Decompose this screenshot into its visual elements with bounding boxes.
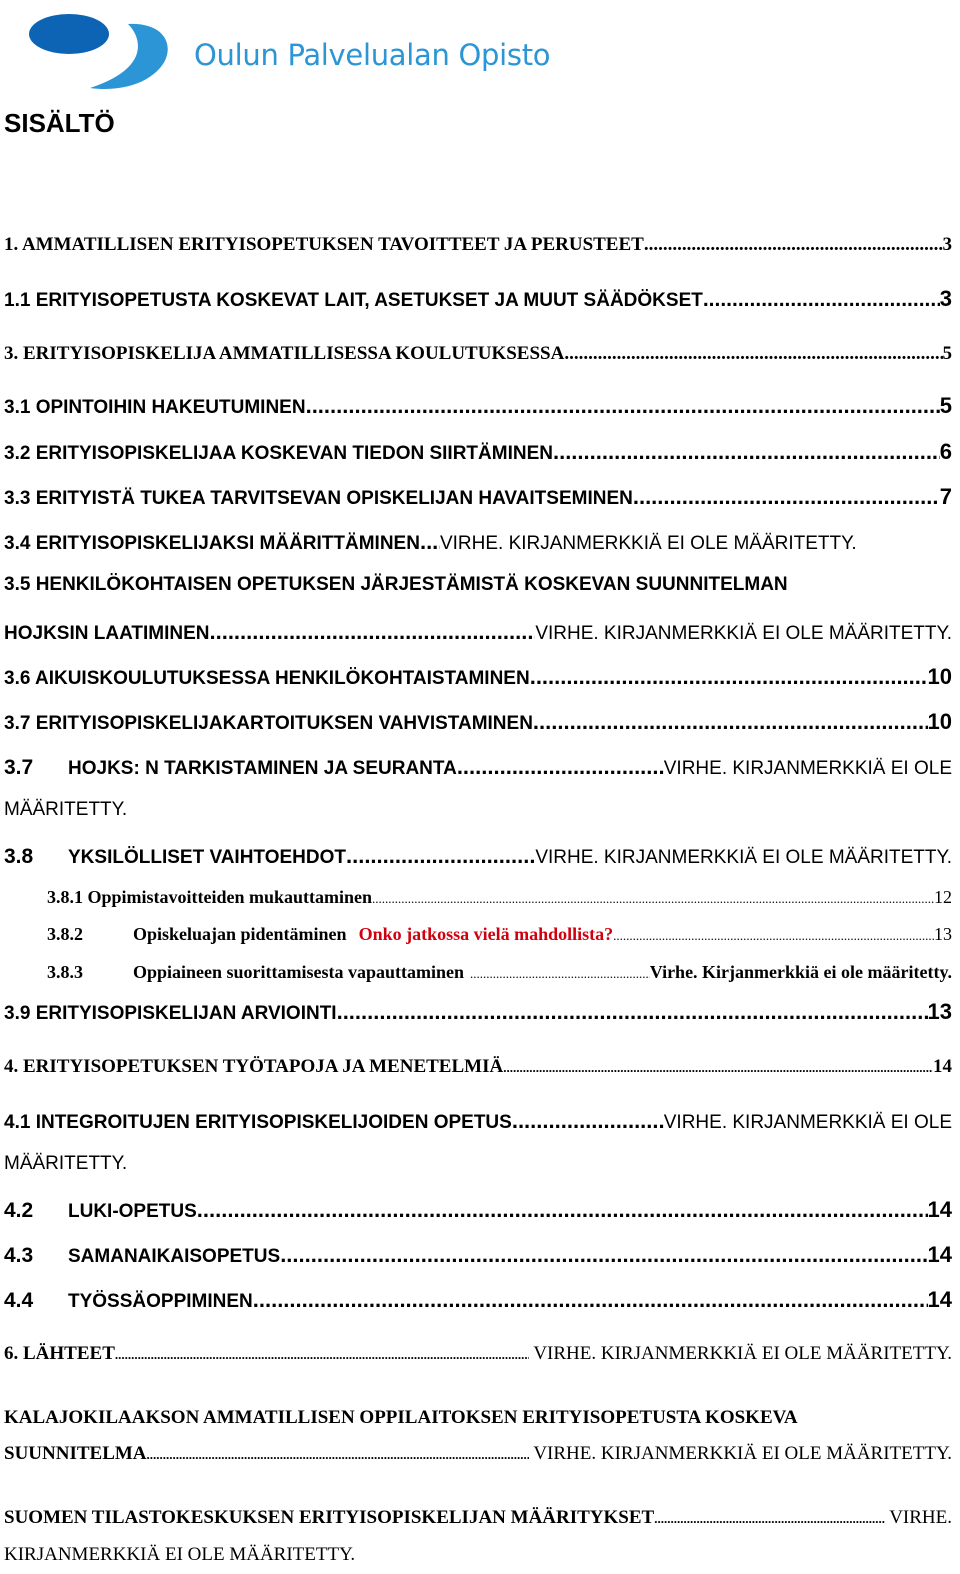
toc-entry-label: 3.7 ERITYISOPISKELIJAKARTOITUKSEN VAHVISTAMINEN <box>4 713 533 734</box>
leader-dots <box>553 439 940 465</box>
toc-entry-number: 4.2 <box>4 1199 34 1222</box>
toc-entry[interactable] <box>4 1507 952 1529</box>
toc-entry-number: 3.8 <box>4 845 34 868</box>
toc-entry-label: 3.2 ERITYISOPISKELIJAA KOSKEVAN TIEDON SIIRTÄMINEN <box>4 443 553 464</box>
logo-mark-icon <box>28 12 188 92</box>
toc-page-number-cont: KIRJANMERKKIÄ EI OLE MÄÄRITETTY. <box>4 1544 356 1565</box>
toc-entry[interactable] <box>4 286 952 312</box>
toc-entry[interactable] <box>4 1056 952 1078</box>
toc-entry[interactable] <box>4 999 952 1025</box>
toc-entry[interactable] <box>4 709 952 735</box>
toc-page-number: 10 <box>927 664 952 689</box>
toc-page-number: 14 <box>933 1056 952 1077</box>
leader-dots <box>346 843 535 869</box>
toc-page-number: 14 <box>927 1197 952 1222</box>
toc-entry-label: 4.1 INTEGROITUJEN ERITYISOPISKELIJOIDEN OPETUS <box>4 1112 512 1133</box>
toc-entry-number: 3.8.3 <box>47 962 83 982</box>
toc-entry-line[interactable] <box>4 574 952 596</box>
toc-entry-label: 3.1 OPINTOIHIN HAKEUTUMINEN <box>4 397 306 418</box>
toc-entry[interactable] <box>4 843 952 869</box>
toc-entry-label: 1.1 ERITYISOPETUSTA KOSKEVAT LAIT, ASETUKSET JA MUUT SÄÄDÖKSET <box>4 290 703 311</box>
toc-entry-label: 3.5 HENKILÖKOHTAISEN OPETUKSEN JÄRJESTÄMISTÄ KOSKEVAN SUUNNITELMAN <box>4 574 788 595</box>
toc-page-number: VIRHE. KIRJANMERKKIÄ EI OLE MÄÄRITETTY. <box>439 533 857 554</box>
toc-entry[interactable] <box>47 887 952 908</box>
toc-page-number: 5 <box>939 393 952 418</box>
leader-dots <box>470 966 650 982</box>
toc-entry[interactable] <box>4 664 952 690</box>
toc-entry[interactable] <box>4 1242 952 1268</box>
toc-entry-label: 3.3 ERITYISTÄ TUKEA TARVITSEVAN OPISKELIJAN HAVAITSEMINEN <box>4 488 633 509</box>
toc-entry-number: 4.4 <box>4 1289 34 1312</box>
toc-entry-label: 3. ERITYISOPISKELIJA AMMATILLISESSA KOULUTUKSESSA <box>4 343 565 364</box>
toc-page-number: 7 <box>939 484 952 509</box>
logo-wordmark: Oulun Palvelualan Opisto <box>194 38 551 72</box>
toc-entry-label: KALAJOKILAAKSON AMMATILLISEN OPPILAITOKSEN ERITYISOPETUSTA KOSKEVA <box>4 1407 798 1428</box>
toc-entry-label: SUUNNITELMA <box>4 1443 147 1464</box>
toc-entry[interactable] <box>4 1287 952 1313</box>
toc-entry-label: Opiskeluajan pidentäminen <box>133 924 347 944</box>
leader-dots <box>533 709 928 735</box>
toc-page-number: VIRHE. KIRJANMERKKIÄ EI OLE <box>663 758 952 779</box>
toc-entry-label: LUKI-OPETUS <box>68 1201 197 1222</box>
toc-entry[interactable] <box>4 529 952 555</box>
leader-dots <box>147 1447 530 1463</box>
leader-dots <box>512 1108 664 1134</box>
toc-entry[interactable] <box>4 439 952 465</box>
leader-dots <box>703 288 940 312</box>
toc-entry[interactable] <box>4 754 952 780</box>
editor-comment: Onko jatkossa vielä mahdollista? <box>358 924 614 944</box>
toc-page-number: 3 <box>942 234 952 255</box>
toc-page-number: VIRHE. <box>889 1507 952 1528</box>
leader-dots <box>457 754 664 780</box>
toc-entry-label: 3.9 ERITYISOPISKELIJAN ARVIOINTI <box>4 1003 337 1024</box>
toc-entry-line[interactable] <box>4 1407 952 1429</box>
toc-page-number: 10 <box>927 709 952 734</box>
leader-dots <box>633 484 940 510</box>
toc-entry-label: 3.8.1 Oppimistavoitteiden mukauttaminen <box>47 887 373 907</box>
toc-entry[interactable] <box>47 924 952 945</box>
toc-entry[interactable] <box>4 393 952 419</box>
leader-dots <box>613 928 934 944</box>
leader-dots <box>209 619 535 645</box>
leader-dots <box>644 234 943 256</box>
toc-entry-label: SUOMEN TILASTOKESKUKSEN ERITYISOPISKELIJAN MÄÄRITYKSET <box>4 1507 655 1528</box>
leader-dots <box>372 891 934 907</box>
toc-page-number: 12 <box>934 887 952 907</box>
leader-dots <box>306 393 940 419</box>
toc-entry[interactable] <box>4 1108 952 1134</box>
toc-page-number: 6 <box>939 439 952 464</box>
toc-entry-label: 4. ERITYISOPETUKSEN TYÖTAPOJA JA MENETELMIÄ <box>4 1056 504 1077</box>
toc-page-number-cont: MÄÄRITETTY. <box>4 799 128 820</box>
toc-page-number: VIRHE. KIRJANMERKKIÄ EI OLE <box>663 1112 952 1133</box>
leader-dots <box>530 664 928 690</box>
toc-entry-label: 6. LÄHTEET <box>4 1343 115 1364</box>
leader-dots <box>337 999 928 1025</box>
toc-entry-label: SAMANAIKAISOPETUS <box>68 1246 281 1267</box>
toc-page-number-cont: MÄÄRITETTY. <box>4 1153 128 1174</box>
leader-dots <box>197 1197 928 1223</box>
toc-page-number: VIRHE. KIRJANMERKKIÄ EI OLE MÄÄRITETTY. <box>533 1443 952 1464</box>
toc-page-number: 14 <box>927 1242 952 1267</box>
toc-entry-number: 3.7 <box>4 756 34 779</box>
leader-dots <box>654 1511 885 1527</box>
toc-entry-label: 3.4 ERITYISOPISKELIJAKSI MÄÄRITTÄMINEN <box>4 533 420 554</box>
toc-entry[interactable] <box>4 1197 952 1223</box>
toc-entry[interactable] <box>4 343 952 365</box>
toc-page-number: 13 <box>927 999 952 1024</box>
leader-dots <box>564 343 942 365</box>
toc-entry[interactable] <box>47 962 952 983</box>
leader-dots <box>420 529 440 555</box>
toc-entry-label: 1. AMMATILLISEN ERITYISOPETUKSEN TAVOITTEET JA PERUSTEET <box>4 234 644 255</box>
toc-page-number: 14 <box>927 1287 952 1312</box>
toc-page-number: VIRHE. KIRJANMERKKIÄ EI OLE MÄÄRITETTY. <box>533 1343 952 1364</box>
toc-entry[interactable] <box>4 234 952 256</box>
toc-entry-label: HOJKS: N TARKISTAMINEN JA SEURANTA <box>68 758 457 779</box>
leader-dots <box>115 1347 529 1363</box>
toc-entry-number: 4.3 <box>4 1244 34 1267</box>
toc-entry[interactable] <box>4 1443 952 1465</box>
toc-entry[interactable] <box>4 619 952 645</box>
toc-page-number: VIRHE. KIRJANMERKKIÄ EI OLE MÄÄRITETTY. <box>535 623 952 644</box>
toc-entry-label: YKSILÖLLISET VAIHTOEHDOT <box>68 847 346 868</box>
toc-page-number: Virhe. Kirjanmerkkiä ei ole määritetty. <box>649 962 952 982</box>
toc-entry[interactable] <box>4 1343 952 1365</box>
toc-entry-label: Oppiaineen suorittamisesta vapauttaminen <box>133 962 465 982</box>
toc-page-number: 13 <box>934 924 952 944</box>
toc-entry[interactable] <box>4 484 952 510</box>
toc-entry-number: 3.8.2 <box>47 924 83 944</box>
toc-page-number: 5 <box>942 343 952 364</box>
leader-dots <box>280 1242 927 1268</box>
page-title: SISÄLTÖ <box>4 108 115 138</box>
toc-page-number: 3 <box>939 286 952 311</box>
toc-entry-label: HOJKSIN LAATIMINEN <box>4 623 210 644</box>
toc-page-number: VIRHE. KIRJANMERKKIÄ EI OLE MÄÄRITETTY. <box>535 847 952 868</box>
leader-dots <box>253 1287 928 1313</box>
toc-entry-label: 3.6 AIKUISKOULUTUKSESSA HENKILÖKOHTAISTAMINEN <box>4 668 530 689</box>
toc-entry-label: TYÖSSÄOPPIMINEN <box>68 1291 253 1312</box>
leader-dots <box>503 1060 933 1076</box>
